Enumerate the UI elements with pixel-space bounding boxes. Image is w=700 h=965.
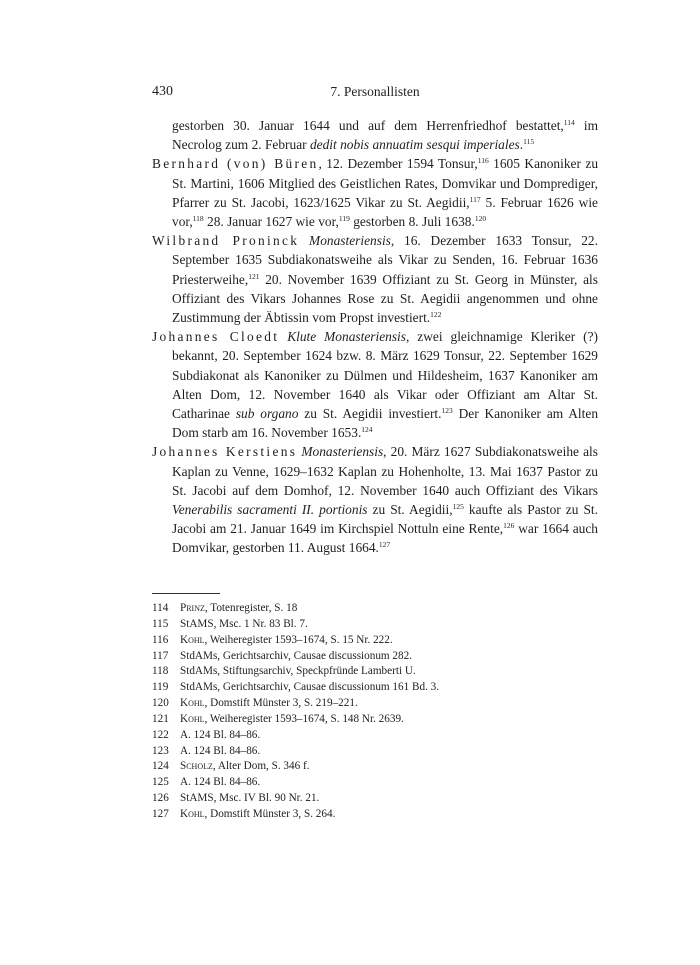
page-number: 430 bbox=[152, 84, 173, 99]
footnote-ref[interactable]: 126 bbox=[503, 521, 515, 531]
entry-johannes-cloedt: Johannes Cloedt Klute Monasteriensis, zwei gleichnamige Kleriker (?) bekannt, 20. September 1624 bzw. 8. März 1629 Tonsur, 22. September 1629 Subdiakonat als Kanoniker zu Dülmen und Hildesheim, 1637 Kanoniker am Alten Dom, 12. November 1640 als Vikar oder Offiziant am Altar St. Catharinae sub organo zu St. Aegidii investiert.$^{123}$ Der Kanoniker am Alten Dom starb am 16. November 1653.$^{124}$ bbox=[152, 329, 599, 441]
footnote: 119 StdAMs, Gerichtsarchiv, Causae discussionum 161 Bd. 3. bbox=[152, 681, 440, 694]
person-name: Johannes Kerstiens bbox=[152, 444, 298, 460]
entry-johannes-kerstiens: Johannes Kerstiens Monasteriensis, 20. März 1627 Subdiakonatsweihe als Kaplan zu Venne, 1629–1632 Kaplan zu Hohenholte, 13. Mai 1637 Pastor zu St. Jacobi auf dem Domhof, 12. November 1640 auch Offiziant des Vikars Venerabilis sacramenti II. portionis zu St. Aegidii,$^{125}$ kaufte als Pastor zu St. Jacobi am 21. Januar 1649 im Kirchspiel Nottuln eine Rente,$^{126}$ war 1664 auch Domvikar, gestorben 11. August 1664.$^{127}$ bbox=[152, 444, 598, 556]
footnote: 121 Kohl, Weiheregister 1593–1674, S. 148 Nr. 2639. bbox=[152, 712, 404, 725]
footnote: 116 Kohl, Weiheregister 1593–1674, S. 15 Nr. 222. bbox=[152, 633, 393, 646]
page-header bbox=[152, 84, 598, 104]
footnote: 120 Kohl, Domstift Münster 3, S. 219–221. bbox=[152, 697, 358, 710]
footnote: 125 A. 124 Bl. 84–86. bbox=[152, 776, 261, 789]
main-text bbox=[152, 116, 598, 558]
running-title: 7. Personallisten bbox=[330, 84, 420, 99]
footnote-ref[interactable]: 117 bbox=[469, 194, 481, 204]
footnote: 117 StdAMs, Gerichtsarchiv, Causae discussionum 282. bbox=[152, 649, 413, 662]
footnote-ref[interactable]: 114 bbox=[563, 118, 575, 127]
footnote-ref[interactable]: 127 bbox=[378, 540, 391, 550]
footnote-ref[interactable]: 118 bbox=[192, 214, 204, 224]
footnote-ref[interactable]: 121 bbox=[248, 271, 260, 281]
footnote-ref[interactable]: 124 bbox=[361, 425, 373, 435]
footnote-ref[interactable]: 125 bbox=[452, 502, 464, 512]
footnote-ref[interactable]: 116 bbox=[477, 156, 489, 166]
entry-continuation: gestorben 30. Januar 1644 und auf dem Herrenfriedhof bestattet,$^{114}$ im Necrolog zum 2. Februar dedit nobis annuatim sesqui imperiales.$^{115}$ bbox=[172, 118, 599, 153]
person-name: Bernhard (von) Büren bbox=[152, 156, 319, 172]
footnote: 127 Kohl, Domstift Münster 3, S. 264. bbox=[152, 807, 336, 820]
footnote: 126 StAMS, Msc. IV Bl. 90 Nr. 21. bbox=[152, 792, 320, 805]
footnote-ref[interactable]: 122 bbox=[430, 310, 442, 320]
entry-bernhard-bueren: Bernhard (von) Büren, 12. Dezember 1594 Tonsur,$^{116}$ 1605 Kanoniker zu St. Martini, 1606 Mitglied des Geistlichen Rates, Domvikar und Domprediger, Pfarrer zu St. Jacobi, 1623/1625 Vikar zu St. Aegidii,$^{117}$ 5. Februar 1626 wie vor,$^{118}$ 28. Januar 1627 wie vor,$^{119}$ gestorben 8. Juli 1638.$^{120}$ bbox=[152, 156, 599, 230]
footnote: 122 A. 124 Bl. 84–86. bbox=[152, 728, 261, 741]
footnotes bbox=[152, 601, 598, 823]
footnote-ref[interactable]: 119 bbox=[338, 214, 350, 224]
footnote: 114 Prinz, Totenregister, S. 18 bbox=[152, 602, 298, 614]
footnote-ref[interactable]: 123 bbox=[441, 406, 453, 416]
footnote-ref[interactable]: 115 bbox=[523, 137, 535, 147]
person-name: Johannes Cloedt bbox=[152, 329, 280, 345]
footnote: 123 A. 124 Bl. 84–86. bbox=[152, 744, 261, 757]
footnote: 124 Scholz, Alter Dom, S. 346 f. bbox=[152, 760, 310, 773]
footnote-separator bbox=[152, 593, 220, 594]
entry-wilbrand-proninck: Wilbrand Proninck Monasteriensis, 16. Dezember 1633 Tonsur, 22. September 1635 Subdiakonatsweihe als Vikar zu Senden, 16. Februar 1636 Priesterweihe,$^{121}$ 20. November 1639 Offiziant zu St. Georg in Münster, als Offiziant des Vikars Johannes Rose zu St. Aegidii angenommen und ohne Zustimmung der Äbtissin vom Propst investiert.$^{122}$ bbox=[152, 233, 598, 326]
footnote: 118 StdAMs, Stiftungsarchiv, Speckpfründe Lamberti U. bbox=[152, 665, 416, 678]
person-name: Wilbrand Proninck bbox=[152, 233, 300, 249]
footnote-ref[interactable]: 120 bbox=[474, 214, 487, 224]
footnote: 115 StAMS, Msc. 1 Nr. 83 Bl. 7. bbox=[152, 617, 308, 630]
